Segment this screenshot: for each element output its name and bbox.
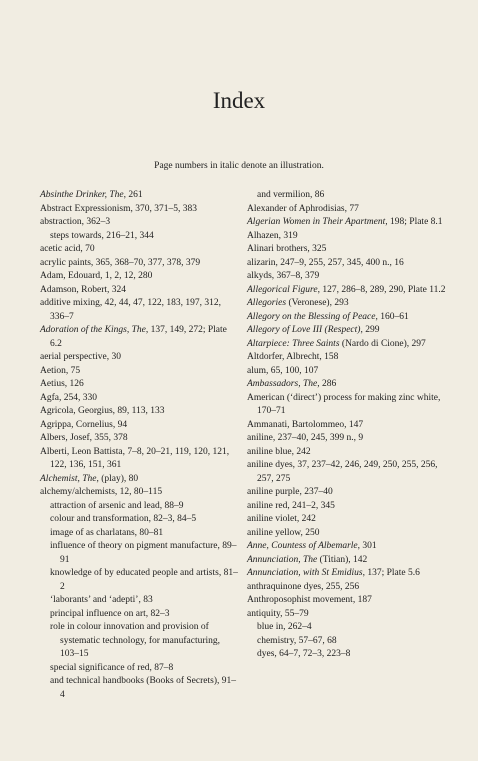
index-subentry [40, 567, 240, 594]
index-subentry [40, 608, 240, 622]
index-subentry [247, 189, 447, 203]
index-entry [247, 284, 447, 298]
entry-text: steps towards, 216–21, 344 [50, 230, 154, 241]
index-entry [247, 554, 447, 568]
entry-text: aniline violet, 242 [247, 514, 316, 524]
entry-text: , 137, 149, 272; Plate 6.2 [50, 325, 227, 349]
entry-italic-title: Absinthe Drinker, The [40, 190, 124, 200]
index-entry [40, 257, 240, 271]
index-entry [247, 567, 447, 581]
entry-text: alum, 65, 100, 107 [247, 365, 319, 376]
entry-text: American (‘direct’) process for making zinc white, 170–71 [247, 392, 441, 416]
index-entry [40, 324, 240, 351]
entry-text: aniline, 237–40, 245, 399 n., 9 [247, 433, 364, 443]
entry-text: alchemy/alchemists, 12, 80–115 [40, 487, 163, 497]
index-entry [40, 243, 240, 257]
entry-text: Agrippa, Cornelius, 94 [40, 419, 128, 430]
index-entry [247, 540, 447, 554]
index-entry [247, 230, 447, 244]
entry-text: and technical handbooks (Books of Secrets), 91–4 [50, 676, 236, 700]
entry-text: knowledge of by educated people and artists, 81–2 [50, 568, 238, 592]
index-entry [247, 419, 447, 433]
entry-italic-title: Allegory on the Blessing of Peace [247, 311, 376, 322]
entry-text: Aetius, 126 [40, 379, 84, 389]
entry-text: principal influence on art, 82–3 [50, 608, 170, 619]
entry-text: additive mixing, 42, 44, 47, 122, 183, 197, 312, 336–7 [40, 298, 222, 322]
entry-text: , 198; Plate 8.1 [385, 217, 443, 227]
index-entry [247, 338, 447, 352]
entry-text: Aetion, 75 [40, 365, 81, 376]
index-entry [247, 392, 447, 419]
index-entry [247, 486, 447, 500]
entry-text: , 301 [357, 541, 377, 551]
entry-text: Ammanati, Bartolommeo, 147 [247, 419, 364, 430]
entry-italic-title: Alchemist, The [40, 473, 97, 484]
entry-text: Agricola, Georgius, 89, 113, 133 [40, 406, 165, 416]
index-entry [247, 446, 447, 460]
index-entry [40, 473, 240, 487]
entry-italic-title: Anne, Countess of Albemarle [247, 541, 358, 551]
entry-italic-title: Ambassadors, The [247, 379, 318, 389]
index-subentry [40, 230, 240, 244]
entry-text: anthraquinone dyes, 255, 256 [247, 581, 360, 592]
entry-text: (Nardo di Cione), 297 [339, 338, 426, 349]
entry-italic-title: Algerian Women in Their Apartment [247, 217, 386, 227]
index-entry [247, 203, 447, 217]
index-subentry [40, 662, 240, 676]
entry-text: image of as charlatans, 80–81 [50, 527, 164, 538]
entry-text: , 160–61 [375, 311, 409, 322]
index-entry [40, 419, 240, 433]
entry-italic-title: Allegorical Figure [247, 284, 318, 295]
index-entry [247, 324, 447, 338]
index-subentry [247, 648, 447, 662]
index-entry [247, 527, 447, 541]
index-entry [247, 459, 447, 486]
entry-text: , 299 [360, 325, 380, 335]
index-subentry [40, 500, 240, 514]
entry-text: aniline purple, 237–40 [247, 487, 333, 497]
index-entry [247, 270, 447, 284]
index-subentry [40, 540, 240, 567]
entry-text: Altdorfer, Albrecht, 158 [247, 352, 339, 362]
entry-text: aniline red, 241–2, 345 [247, 500, 335, 511]
entry-text: , 261 [123, 190, 143, 200]
index-entry [247, 311, 447, 325]
index-entry [40, 270, 240, 284]
index-subentry [40, 675, 240, 702]
entry-italic-title: Allegory of Love III (Respect) [247, 325, 361, 335]
index-entry [247, 216, 447, 230]
index-entry [247, 365, 447, 379]
entry-text: acrylic paints, 365, 368–70, 377, 378, 379 [40, 257, 201, 268]
entry-text: aerial perspective, 30 [40, 352, 121, 362]
entry-text: (Veronese), 293 [286, 298, 349, 308]
index-entry [40, 486, 240, 500]
entry-italic-title: Altarpiece: Three Saints [247, 338, 340, 349]
entry-text: ‘laborants’ and ‘adepti’, 83 [50, 595, 153, 605]
index-subentry [247, 635, 447, 649]
entry-text: Agfa, 254, 330 [40, 392, 97, 403]
index-entry [247, 432, 447, 446]
entry-text: influence of theory on pigment manufacture, 89–91 [50, 541, 237, 565]
entry-text: role in colour innovation and provision of systematic technology, for manufacturing, 103–15 [50, 622, 221, 659]
entry-italic-title: Allegories [247, 298, 287, 308]
index-subentry [40, 594, 240, 608]
entry-text: , 137; Plate 5.6 [362, 568, 420, 578]
entry-text: chemistry, 57–67, 68 [257, 635, 337, 646]
entry-text: abstraction, 362–3 [40, 217, 111, 227]
entry-text: Alhazen, 319 [247, 230, 298, 241]
index-subentry [40, 527, 240, 541]
entry-text: aniline yellow, 250 [247, 527, 320, 538]
index-entry [247, 594, 447, 608]
entry-text: Anthroposophist movement, 187 [247, 595, 372, 605]
index-entry [40, 284, 240, 298]
index-entry [40, 405, 240, 419]
entry-text: , 127, 286–8, 289, 290, Plate 11.2 [317, 284, 446, 295]
index-subentry [247, 621, 447, 635]
index-entry [247, 378, 447, 392]
entry-text: Albers, Josef, 355, 378 [40, 433, 128, 443]
entry-text: alkyds, 367–8, 379 [247, 271, 320, 281]
index-entry [40, 392, 240, 406]
index-entry [40, 432, 240, 446]
entry-text: Alberti, Leon Battista, 7–8, 20–21, 119, 120, 121, 122, 136, 151, 361 [40, 446, 230, 470]
index-entry [40, 189, 240, 203]
entry-text: , (play), 80 [96, 473, 139, 484]
entry-text: alizarin, 247–9, 255, 257, 345, 400 n., 16 [247, 257, 404, 268]
index-entry [247, 351, 447, 365]
index-entry [40, 203, 240, 217]
entry-text: aniline blue, 242 [247, 446, 311, 457]
index-entry [247, 500, 447, 514]
index-entry [247, 608, 447, 622]
entry-text: , 286 [317, 379, 337, 389]
entry-text: aniline dyes, 37, 237–42, 246, 249, 250, 255, 256, 257, 275 [247, 460, 438, 484]
entry-italic-title: Adoration of the Kings, The [40, 325, 146, 335]
index-subentry [40, 513, 240, 527]
entry-text: attraction of arsenic and lead, 88–9 [50, 500, 184, 511]
entry-text: and vermilion, 86 [257, 190, 325, 200]
index-entry [40, 297, 240, 324]
entry-text: Adam, Edouard, 1, 2, 12, 280 [40, 271, 153, 281]
entry-text: Abstract Expressionism, 370, 371–5, 383 [40, 203, 198, 214]
index-entry [247, 243, 447, 257]
index-column-left [40, 189, 240, 702]
entry-text: Adamson, Robert, 324 [40, 284, 127, 295]
entry-text: special significance of red, 87–8 [50, 662, 174, 673]
index-note: Page numbers in italic denote an illustration. [154, 161, 324, 171]
entry-text: dyes, 64–7, 72–3, 223–8 [257, 649, 351, 659]
index-entry [40, 378, 240, 392]
entry-italic-title: Annunciation, The [247, 554, 318, 565]
index-entry [40, 216, 240, 230]
entry-text: acetic acid, 70 [40, 244, 95, 254]
entry-text: antiquity, 55–79 [247, 608, 309, 619]
entry-italic-title: Annunciation, with St Emidius [247, 568, 363, 578]
index-entry [247, 513, 447, 527]
index-subentry [40, 621, 240, 662]
index-entry [40, 351, 240, 365]
entry-text: blue in, 262–4 [257, 622, 312, 632]
entry-text: colour and transformation, 82–3, 84–5 [50, 514, 197, 524]
entry-text: Alinari brothers, 325 [247, 244, 327, 254]
index-column-right [247, 189, 447, 662]
index-entry [247, 257, 447, 271]
index-entry [247, 297, 447, 311]
entry-text: (Titian), 142 [317, 554, 368, 565]
page-title: Index [212, 88, 266, 113]
index-entry [40, 446, 240, 473]
index-entry [247, 581, 447, 595]
index-entry [40, 365, 240, 379]
entry-text: Alexander of Aphrodisias, 77 [247, 203, 359, 214]
